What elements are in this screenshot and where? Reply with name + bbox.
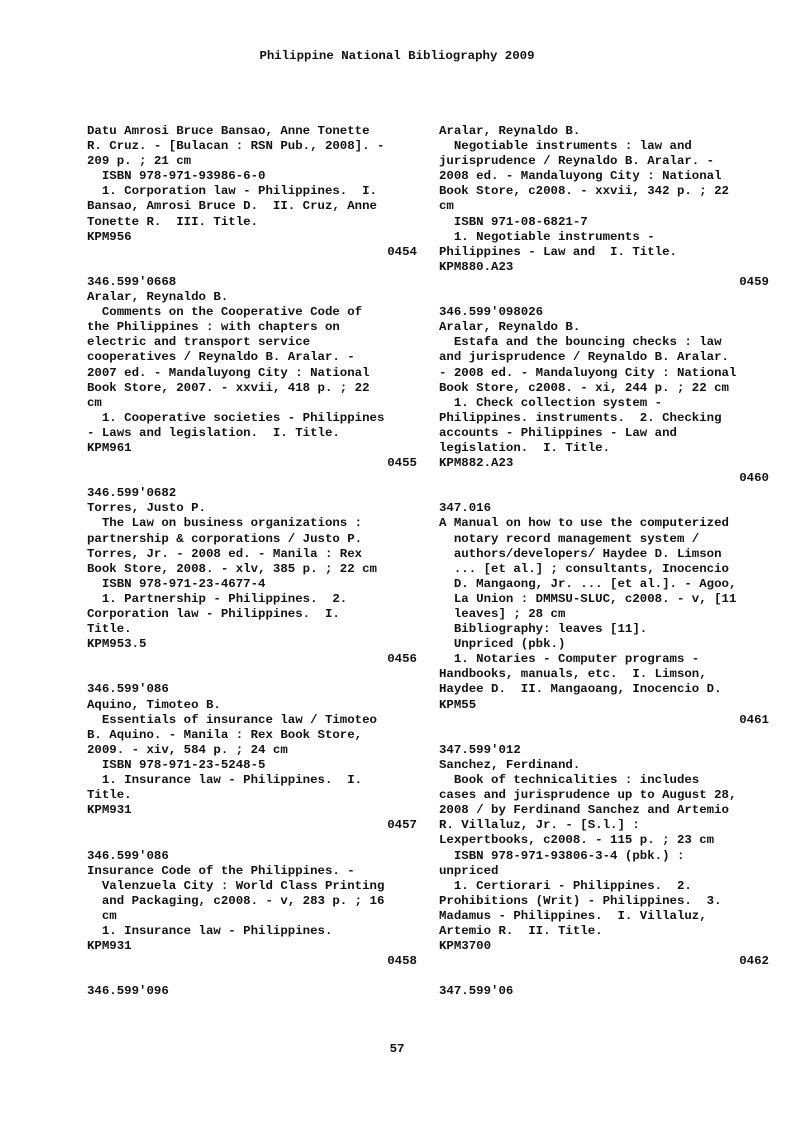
entry-spacer <box>439 290 769 305</box>
bibliography-entry <box>87 486 417 682</box>
class-number: 346.599'098026 <box>439 305 544 320</box>
entry-line: - Laws and legislation. I. Title. <box>87 425 340 440</box>
entry-line: KPM961 <box>87 440 132 455</box>
entry-line: 1. Insurance law - Philippines. I. <box>87 773 363 788</box>
entry-line: ISBN 978-971-93806-3-4 (pbk.) : <box>439 848 685 863</box>
entry-line: unpriced <box>439 863 499 878</box>
entry-line: Haydee D. II. Mangaoang, Inocencio D. <box>439 682 722 697</box>
class-number: 346.599'096 <box>87 984 169 999</box>
entry-line: KPM880.A23 <box>439 259 514 274</box>
entry-line: Corporation law - Philippines. I. <box>87 607 340 621</box>
entry-line: The Law on business organizations : <box>87 516 363 531</box>
class-number: 347.599'012 <box>439 742 521 757</box>
entry-spacer <box>87 471 417 486</box>
entry-line: cooperatives / Reynaldo B. Aralar. - <box>87 350 355 365</box>
bibliography-entry <box>87 984 417 999</box>
entry-line: Title. <box>87 788 132 803</box>
left-column <box>87 124 417 999</box>
entry-line: KPM882.A23 <box>439 456 514 471</box>
entry-spacer <box>87 667 417 682</box>
entry-spacer <box>87 969 417 984</box>
entry-line: Torres, Justo P. <box>87 501 206 516</box>
bibliography-entry <box>439 743 769 985</box>
entry-line: Book of technicalities : includes <box>439 773 700 788</box>
entry-line: Essentials of insurance law / Timoteo <box>87 712 377 727</box>
entry-line: accounts - Philippines - Law and <box>439 425 677 440</box>
entry-line: 2008 / by Ferdinand Sanchez and Artemio <box>439 803 729 818</box>
entry-line: Lexpertbooks, c2008. - 115 p. ; 23 cm <box>439 833 715 848</box>
entry-line: - 2008 ed. - Mandaluyong City : National <box>439 365 737 380</box>
entry-line: Aralar, Reynaldo B. <box>439 124 581 138</box>
entry-line: D. Mangaong, Jr. ... [et al.]. - Agoo, <box>439 576 737 591</box>
entry-line: cm <box>87 395 102 410</box>
entry-line: KPM55 <box>439 697 477 712</box>
entry-line: Aralar, Reynaldo B. <box>87 290 229 305</box>
entry-line: Book Store, c2008. - xxvii, 342 p. ; 22 <box>439 184 729 199</box>
page-header-title: Philippine National Bibliography 2009 <box>259 49 535 63</box>
entry-line: R. Cruz. - [Bulacan : RSN Pub., 2008]. - <box>87 139 385 154</box>
bibliography-entry <box>439 501 769 743</box>
bibliography-entry <box>87 849 417 985</box>
entry-line: Valenzuela City : World Class Printing <box>87 878 385 893</box>
bibliography-entry <box>439 984 769 999</box>
class-number: 346.599'0668 <box>87 274 177 289</box>
entry-line: Torres, Jr. - 2008 ed. - Manila : Rex <box>87 546 363 561</box>
entry-line: ... [et al.] ; consultants, Inocencio <box>439 561 729 576</box>
entry-line: Title. <box>87 622 132 637</box>
entry-line: Estafa and the bouncing checks : law <box>439 335 722 350</box>
entry-line: Book Store, 2008. - xlv, 385 p. ; 22 cm <box>87 561 377 576</box>
entry-number: 0462 <box>739 954 769 969</box>
entry-line: ISBN 978-971-23-5248-5 <box>87 757 266 772</box>
entry-line: 209 p. ; 21 cm <box>87 154 192 169</box>
entry-line: jurisprudence / Reynaldo B. Aralar. - <box>439 154 715 169</box>
entry-line: legislation. I. Title. <box>439 440 611 455</box>
entry-line: Sanchez, Ferdinand. <box>439 757 581 772</box>
entry-line: ISBN 978-971-93986-6-0 <box>87 169 266 184</box>
entry-line: Negotiable instruments : law and <box>439 139 692 154</box>
entry-spacer <box>439 969 769 984</box>
entry-line: R. Villaluz, Jr. - [S.l.] : <box>439 818 640 833</box>
entry-number: 0454 <box>387 244 417 259</box>
entry-line: 2009. - xiv, 584 p. ; 24 cm <box>87 742 288 757</box>
entry-line: KPM931 <box>87 803 132 818</box>
entry-line: electric and transport service <box>87 335 311 350</box>
entry-line: 2008 ed. - Mandaluyong City : National <box>439 169 722 184</box>
right-column <box>439 124 769 999</box>
entry-line: cm <box>439 199 454 214</box>
entry-number: 0459 <box>739 274 769 289</box>
entry-line: Aralar, Reynaldo B. <box>439 320 581 335</box>
entry-spacer <box>439 728 769 743</box>
entry-line: and Packaging, c2008. - v, 283 p. ; 16 <box>87 893 385 908</box>
entry-line: Comments on the Cooperative Code of <box>87 305 363 320</box>
entry-line: 1. Insurance law - Philippines. <box>87 923 333 938</box>
entry-line: KPM931 <box>87 939 132 954</box>
entry-number: 0460 <box>739 471 769 486</box>
entry-line: Artemio R. II. Title. <box>439 923 603 938</box>
page-number: 57 <box>389 1042 405 1056</box>
entry-number: 0458 <box>387 954 417 969</box>
entry-line: 2007 ed. - Mandaluyong City : National <box>87 365 370 380</box>
entry-number: 0456 <box>387 652 417 667</box>
entry-line: authors/developers/ Haydee D. Limson <box>439 546 722 561</box>
entry-line: Book Store, 2007. - xxvii, 418 p. ; 22 <box>87 380 370 395</box>
entry-line: Bansao, Amrosi Bruce D. II. Cruz, Anne <box>87 199 377 214</box>
entry-line: notary record management system / <box>439 531 700 546</box>
entry-line: 1. Corporation law - Philippines. I. <box>87 184 377 199</box>
entry-spacer <box>439 486 769 501</box>
entry-line: Philippines - Law and I. Title. <box>439 244 677 259</box>
entry-line: Insurance Code of the Philippines. - <box>87 863 355 878</box>
class-number: 347.599'06 <box>439 984 514 999</box>
entry-line: ISBN 978-971-23-4677-4 <box>87 576 266 591</box>
entry-number: 0457 <box>387 818 417 833</box>
entry-line: 1. Cooperative societies - Philippines <box>87 410 385 425</box>
entry-line: Bibliography: leaves [11]. <box>439 622 648 637</box>
entry-line: Tonette R. III. Title. <box>87 214 259 229</box>
entry-line: Datu Amrosi Bruce Bansao, Anne Tonette <box>87 124 370 138</box>
entry-line: KPM953.5 <box>87 637 147 652</box>
entry-line: 1. Notaries - Computer programs - <box>439 652 700 667</box>
entry-line: cm <box>87 908 117 923</box>
bibliography-entry <box>439 124 769 305</box>
class-number: 346.599'0682 <box>87 486 177 501</box>
entry-line: leaves] ; 28 cm <box>439 607 566 621</box>
entry-line: KPM956 <box>87 229 132 244</box>
entry-line: and jurisprudence / Reynaldo B. Aralar. <box>439 350 729 365</box>
entry-number: 0455 <box>387 456 417 471</box>
entry-line: Philippines. instruments. 2. Checking <box>439 410 722 425</box>
entry-line: Handbooks, manuals, etc. I. Limson, <box>439 667 707 682</box>
bibliography-entry <box>87 275 417 486</box>
entry-line: cases and jurisprudence up to August 28, <box>439 788 737 803</box>
bibliography-entry <box>439 305 769 501</box>
entry-line: Aquino, Timoteo B. <box>87 697 221 712</box>
entry-line: Unpriced (pbk.) <box>439 637 566 652</box>
entry-spacer <box>87 260 417 275</box>
entry-number: 0461 <box>739 712 769 727</box>
entry-line: B. Aquino. - Manila : Rex Book Store, <box>87 727 363 742</box>
bibliography-entry <box>87 682 417 848</box>
entry-spacer <box>87 833 417 848</box>
bibliography-entry <box>87 124 417 275</box>
entry-line: the Philippines : with chapters on <box>87 320 340 335</box>
entry-line: KPM3700 <box>439 939 492 954</box>
entry-line: ISBN 971-08-6821-7 <box>439 214 588 229</box>
entry-line: Prohibitions (Writ) - Philippines. 3. <box>439 893 722 908</box>
entry-line: 1. Check collection system - <box>439 395 663 410</box>
class-number: 346.599'086 <box>87 848 169 863</box>
entry-line: 1. Negotiable instruments - <box>439 229 655 244</box>
entry-line: partnership & corporations / Justo P. <box>87 531 363 546</box>
entry-line: 1. Partnership - Philippines. 2. <box>87 591 348 606</box>
class-number: 346.599'086 <box>87 682 169 697</box>
entry-line: 1. Certiorari - Philippines. 2. <box>439 878 692 893</box>
entry-line: A Manual on how to use the computerized <box>439 516 729 531</box>
entry-line: Book Store, c2008. - xi, 244 p. ; 22 cm <box>439 380 729 395</box>
entry-line: Madamus - Philippines. I. Villaluz, <box>439 908 707 923</box>
entry-line: La Union : DMMSU-SLUC, c2008. - v, [11 <box>439 591 737 606</box>
class-number: 347.016 <box>439 501 492 516</box>
